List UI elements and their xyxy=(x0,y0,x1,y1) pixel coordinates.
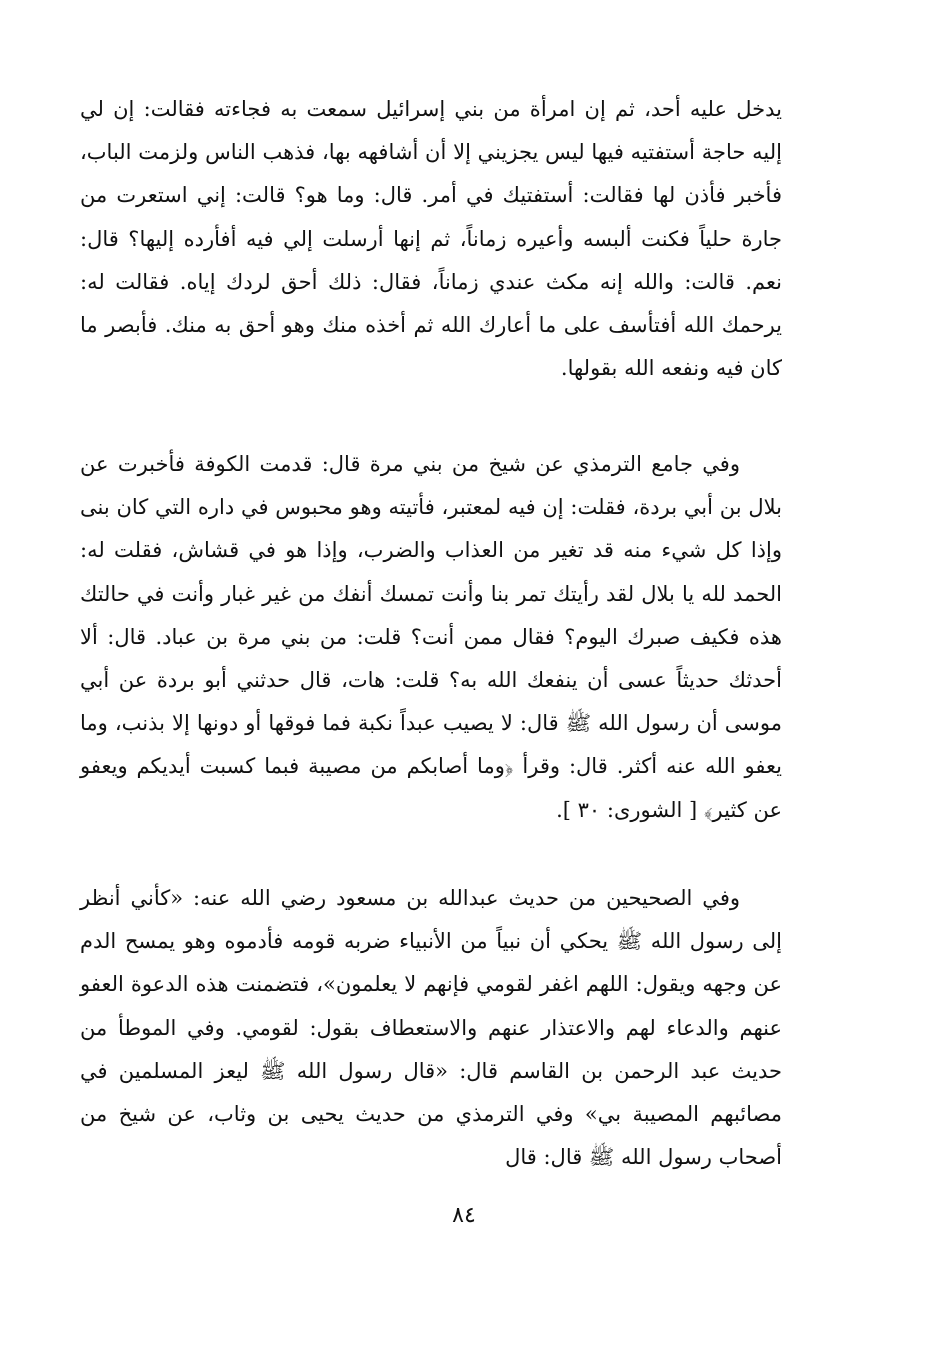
paragraph-2: وفي جامع الترمذي عن شيخ من بني مرة قال: قدمت الكوفة فأخبرت عن بلال بن أبي بردة، فقلت: إن فيه لمعتبر، فأتيته وهو محبوس في داره التي كان بنى وإذا كل شيء منه قد تغير من العذاب والضرب، وإذا هو في قشاش، فقلت له: الحمد لله يا بلال لقد رأيتك تمر بنا وأنت تمسك أنفك من غير غبار وأنت في حالتك هذه فكيف صبرك اليوم؟ فقال ممن أنت؟ قلت: من بني مرة بن عباد. قال: ألا أحدثك حديثاً عسى أن ينفعك الله به؟ قلت: هات، قال حدثني أبو بردة عن أبي موسى أن رسول الله ﷺ قال: لا يصيب عبداً نكبة فما فوقها أو دونها إلا بذنب، وما يعفو الله عنه أكثر. قال: وقرأ ﴿وما أصابكم من مصيبة فبما كسبت أيديكم ويعفو عن كثير﴾ [ الشورى: ٣٠ ]. xyxy=(80,452,782,822)
paragraph-1: يدخل عليه أحد، ثم إن امرأة من بني إسرائيل سمعت به فجاءته فقالت: إن لي إليه حاجة أستفتيه فيها ليس يجزيني إلا أن أشافهه بها، فذهب الناس ولزمت الباب، فأخبر فأذن لها فقالت: أستفتيك في أمر. قال: وما هو؟ قالت: إني استعرت من جارة حلياً فكنت ألبسه وأعيره زماناً، ثم إنها أرسلت إلي فيه أفأرده إليها؟ قال: نعم. قالت: والله إنه مكث عندي زماناً، فقال: ذلك أحق لردك إياه. فقالت له: يرحمك الله أفتأسف على ما أعارك الله ثم أخذه منك وهو أحق به منك. فأبصر ما كان فيه ونفعه الله بقولها. xyxy=(80,97,782,381)
page-number: ٨٤ xyxy=(452,1203,476,1228)
paragraph-3: وفي الصحيحين من حديث عبدالله بن مسعود رضي الله عنه: «كأني أنظر إلى رسول الله ﷺ يحكي أن نبياً من الأنبياء ضربه قومه فأدموه وهو يمسح الدم عن وجهه ويقول: اللهم اغفر لقومي فإنهم لا يعلمون»، فتضمنت هذه الدعوة العفو عنهم والدعاء لهم والاعتذار عنهم والاستعطاف بقول: لقومي. وفي الموطأ من حديث عبد الرحمن بن القاسم قال: «قال رسول الله ﷺ ليعز المسلمين في مصائبهم المصيبة بي» وفي الترمذي من حديث يحيى بن وثاب، عن شيخ من أصحاب رسول الله ﷺ قال: قال xyxy=(80,886,782,1170)
